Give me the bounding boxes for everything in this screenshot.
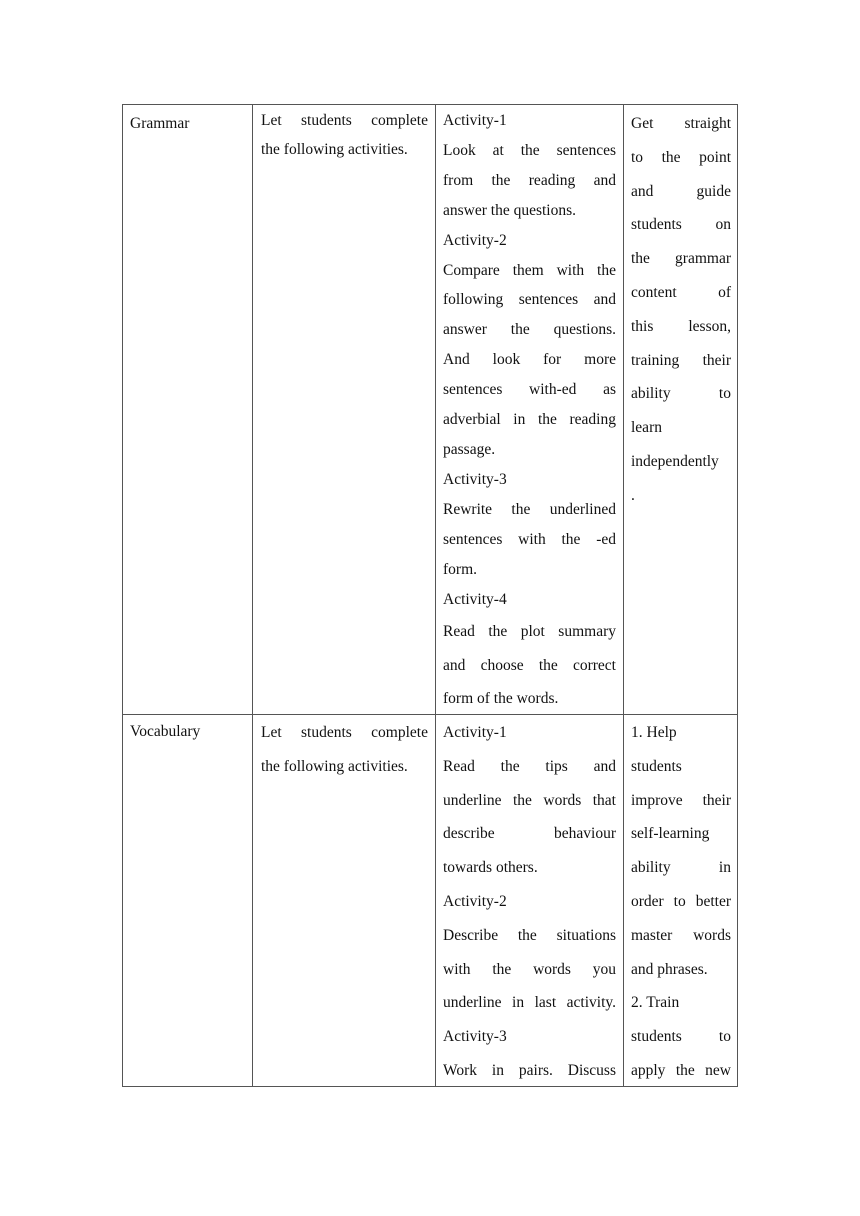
activity-heading: Activity-1 [443,724,507,741]
purpose-line: 1. Help [631,724,677,741]
purpose-line: learn [631,419,662,437]
activity-line: Describe the situations [443,926,616,944]
activity-line: Rewrite the underlined [443,500,616,518]
vocabulary-purpose-cell [631,716,731,1088]
activity-heading: Activity-4 [443,590,507,608]
purpose-line: students [631,757,682,775]
activity-line: sentences with-ed as [443,381,616,399]
activity-line: form. [443,560,478,578]
purpose-line: independently [631,452,719,470]
column-divider [435,105,436,1086]
purpose-line: ability to [631,385,731,403]
grammar-activities-cell-tail [443,615,616,716]
purpose-line: Get straight [631,115,731,132]
purpose-line: and phrases. [631,960,708,978]
activity-line: from the reading and [443,171,616,189]
purpose-line: order to better [631,892,731,910]
vocabulary-section-cell [130,722,245,742]
procedure-line: the following activities. [261,141,408,158]
activity-heading: Activity-1 [443,112,507,129]
activity-line: Compare them with the [443,261,616,279]
activity-line: And look for more [443,351,616,369]
activity-line: Look at the sentences [443,141,616,159]
purpose-line: master words [631,926,731,944]
column-divider [623,105,624,1086]
activity-line: answer the questions. [443,201,577,219]
activity-heading: Activity-3 [443,1028,507,1046]
lesson-plan-table [122,104,738,1087]
vocabulary-procedure-cell [261,716,428,784]
procedure-line: Let students complete [261,112,428,129]
purpose-line: to the point [631,148,731,166]
section-title: Grammar [130,115,190,132]
activity-line: form of the words. [443,690,559,708]
purpose-line: apply the new [631,1061,731,1079]
activity-line: following sentences and [443,291,616,309]
grammar-procedure-cell [261,106,428,164]
activity-heading: Activity-3 [443,470,507,488]
activity-line: describe behaviour [443,825,616,843]
activity-line: passage. [443,440,496,458]
activity-heading: Activity-2 [443,892,507,910]
purpose-line: improve their [631,791,731,809]
grammar-section-cell [130,114,245,134]
purpose-line: the grammar [631,250,731,268]
section-title: Vocabulary [130,723,201,740]
activity-line: underline the words that [443,791,616,809]
purpose-line: and guide [631,182,731,200]
purpose-line: ability in [631,859,731,877]
activity-line: underline in last activity. [443,994,616,1012]
activity-line: and choose the correct [443,656,616,674]
activity-line: Read the plot summary [443,623,616,640]
activity-line: Read the tips and [443,757,616,775]
grammar-activities-cell [443,106,616,614]
row-divider [123,714,737,715]
purpose-line: content of [631,283,731,301]
activity-line: answer the questions. [443,321,616,339]
purpose-line: 2. Train [631,994,680,1012]
activity-line: with the words you [443,960,616,978]
purpose-line: students on [631,216,731,234]
activity-line: Work in pairs. Discuss [443,1061,616,1079]
procedure-line: the following activities. [261,757,408,775]
purpose-line: self-learning [631,825,710,843]
activity-line: sentences with the -ed [443,530,616,548]
purpose-line: training their [631,351,731,369]
column-divider [252,105,253,1086]
activity-line: adverbial in the reading [443,411,616,429]
activity-heading: Activity-2 [443,231,507,249]
purpose-line: this lesson, [631,317,731,335]
activity-line: towards others. [443,859,538,877]
purpose-line: . [631,486,635,504]
vocabulary-activities-cell [443,716,616,1088]
purpose-line: students to [631,1028,731,1046]
grammar-purpose-cell [631,107,731,513]
procedure-line: Let students complete [261,724,428,741]
